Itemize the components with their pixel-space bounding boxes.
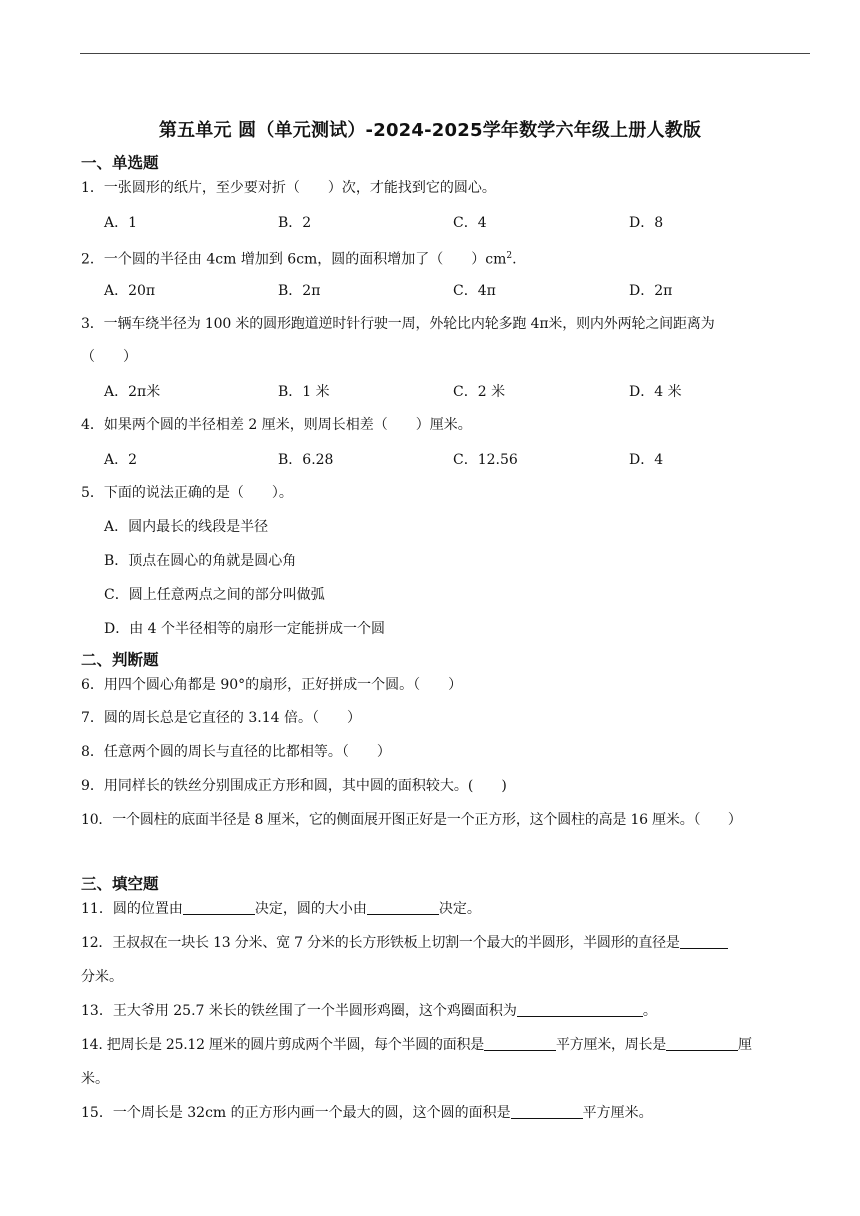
question-3-line-1: 3．一辆车绕半径为 100 米的圆形跑道逆时针行驶一周，外轮比内轮多跑 4π米，则内外两轮之间距离为 [81,316,715,332]
question-10: 10．一个圆柱的底面半径是 8 厘米，它的侧面展开图正好是一个正方形，这个圆柱的高是 16 厘米。（ ） [81,812,742,828]
q3-option-a: A．2π米 [104,384,161,400]
q3-option-d: D．4 米 [629,384,682,400]
question-11 [81,898,481,920]
question-12-line-2: 分米。 [81,969,123,985]
q4-option-c: C．12.56 [453,452,518,468]
question-4: 4．如果两个圆的半径相差 2 厘米，则周长相差（ ）厘米。 [81,417,472,433]
q11-blank-1[interactable] [183,900,255,915]
q2-option-b: B．2π [278,283,321,299]
q13-text-1: 13．王大爷用 25.7 米长的铁丝围了一个半圆形鸡圈，这个鸡圈面积为 [81,1003,517,1019]
header-rule [80,53,810,54]
q11-text-1: 11．圆的位置由 [81,901,183,917]
q2-text-end: . [512,251,517,268]
q14-blank-1[interactable] [484,1036,556,1051]
q1-option-c: C．4 [453,215,487,231]
q5-option-b: B．顶点在圆心的角就是圆心角 [104,553,297,569]
q1-option-d: D．8 [629,215,664,231]
q14-text-2: 平方厘米，周长是 [555,1037,666,1053]
q11-text-2: 决定，圆的大小由 [254,901,367,917]
question-3-line-2: （ ） [81,349,137,365]
section-judgement: 二、判断题 [81,651,159,669]
section-fill-blank: 三、填空题 [81,875,159,893]
question-6: 6．用四个圆心角都是 90°的扇形，正好拼成一个圆。（ ） [81,677,463,693]
q2-option-a: A．20π [104,283,156,299]
question-13 [81,1000,657,1022]
q2-option-d: D．2π [629,283,673,299]
q15-text-2: 平方厘米。 [582,1105,653,1121]
q4-option-b: B．6.28 [278,452,334,468]
q5-option-d: D．由 4 个半径相等的扇形一定能拼成一个圆 [104,621,386,637]
q15-blank[interactable] [511,1104,583,1119]
question-9: 9．用同样长的铁丝分别围成正方形和圆，其中圆的面积较大。( ) [81,778,507,794]
question-12 [81,932,728,954]
q1-option-b: B．2 [278,215,312,231]
q1-option-a: A．1 [104,215,138,231]
question-2 [81,245,517,271]
q14-text-1: 14. 把周长是 25.12 厘米的圆片剪成两个半圆，每个半圆的面积是 [81,1037,484,1053]
question-7: 7．圆的周长总是它直径的 3.14 倍。（ ） [81,710,361,726]
q4-option-a: A．2 [104,452,138,468]
q2-option-c: C．4π [453,283,496,299]
q2-text: 2．一个圆的半径由 4cm 增加到 6cm，圆的面积增加了（ ）cm [81,251,507,268]
q5-option-c: C．圆上任意两点之间的部分叫做弧 [104,587,325,603]
question-5: 5．下面的说法正确的是（ ）。 [81,485,293,501]
q14-text-3: 厘 [737,1037,752,1053]
q2-superscript: 2 [506,251,513,261]
q13-text-2: 。 [642,1003,657,1019]
question-8: 8．任意两个圆的周长与直径的比都相等。（ ） [81,744,391,760]
q3-option-b: B．1 米 [278,384,330,400]
q5-option-a: A．圆内最长的线段是半径 [104,519,269,535]
question-14-line-2: 米。 [81,1071,109,1087]
question-15 [81,1102,653,1124]
q12-blank[interactable] [680,934,728,949]
q11-blank-2[interactable] [367,900,439,915]
question-14 [81,1034,752,1056]
q4-option-d: D．4 [629,452,664,468]
q15-text-1: 15．一个周长是 32cm 的正方形内画一个最大的圆，这个圆的面积是 [81,1105,511,1121]
page-title: 第五单元 圆（单元测试）-2024-2025学年数学六年级上册人教版 [158,120,702,141]
q14-blank-2[interactable] [666,1036,738,1051]
q11-text-3: 决定。 [438,901,481,917]
q12-text-1: 12．王叔叔在一块长 13 分米、宽 7 分米的长方形铁板上切割一个最大的半圆形，半圆形的直径是 [81,935,680,951]
q3-option-c: C．2 米 [453,384,506,400]
question-1: 1．一张圆形的纸片，至少要对折（ ）次，才能找到它的圆心。 [81,180,496,196]
q13-blank[interactable] [517,1002,643,1017]
section-single-choice: 一、单选题 [81,154,159,172]
